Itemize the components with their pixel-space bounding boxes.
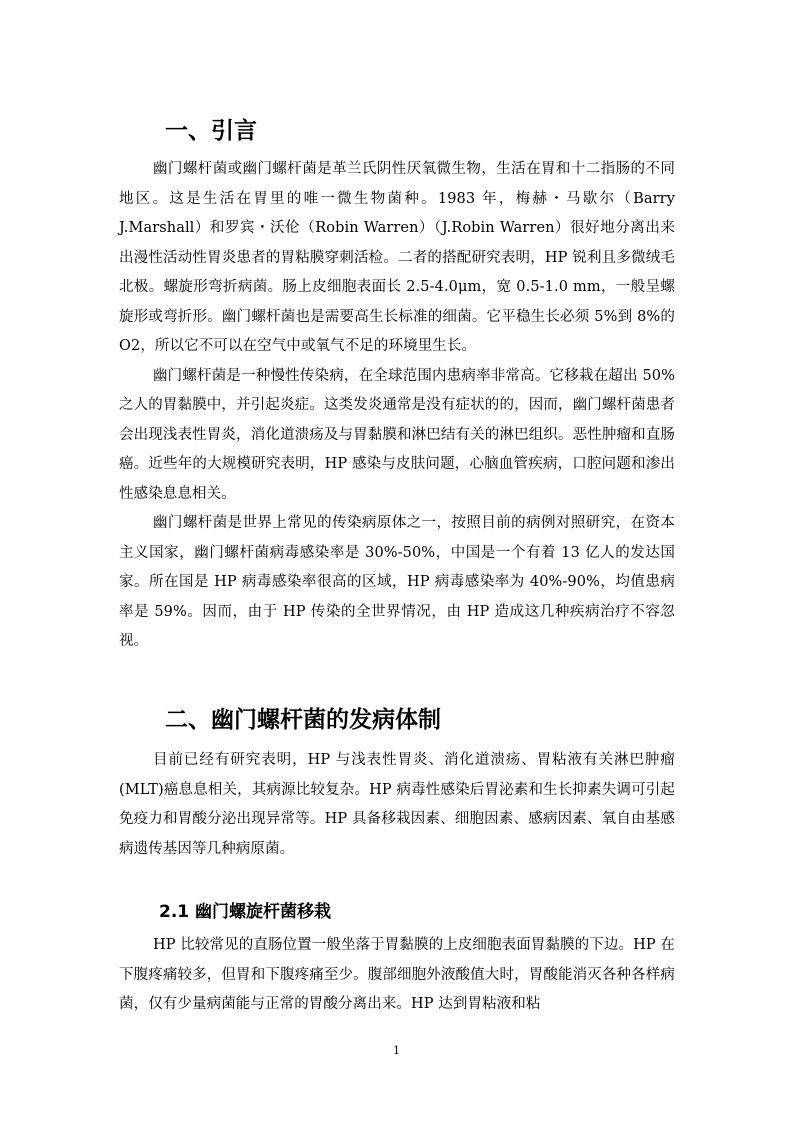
colonization-body bbox=[119, 931, 675, 1020]
section-heading-pathogenesis: 二、幽门螺杆菌的发病体制 bbox=[165, 707, 441, 733]
intro-body bbox=[119, 155, 675, 657]
section-pathogenesis bbox=[119, 705, 675, 735]
paragraph: 幽门螺杆菌是世界上常见的传染病原体之一，按照目前的病例对照研究，在资本主义国家，幽门螺杆菌病毒感染率是 30%-50%，中国是一个有着 13 亿人的发达国家。所在国是 HP 病毒感染率很高的区域，HP 病毒感染率为 40%-90%，均值患病率是 59%。因而，由于 HP 传染的全世界情况，由 HP 造成这几种疾病治疗不容忽视。 bbox=[119, 515, 675, 649]
paragraph: HP 比较常见的直肠位置一般坐落于胃黏膜的上皮细胞表面胃黏膜的下边。HP 在下腹疼痛较多，但胃和下腹疼痛至少。腹部细胞外液酸值大时，胃酸能消灭各种各样病菌，仅有少量病菌能与正常的胃酸分离出来。HP 达到胃粘液和粘 bbox=[119, 937, 675, 1012]
paragraph: 目前已经有研究表明，HP 与浅表性胃炎、消化道溃疡、胃粘液有关淋巴肿瘤(MLT)癌息息相关，其病源比较复杂。HP 病毒性感染后胃泌素和生长抑素失调可引起免疫力和胃酸分泌出现异常等。HP 具备移栽因素、细胞因素、感病因素、氧自由基感病遗传基因等几种病原菌。 bbox=[119, 752, 675, 857]
subsection-heading-colonization: 2.1 幽门螺旋杆菌移栽 bbox=[159, 902, 332, 922]
section-heading-intro: 一、引言 bbox=[165, 118, 257, 144]
subsection-colonization bbox=[119, 900, 675, 924]
paragraph: 幽门螺杆菌是一种慢性传染病，在全球范围内患病率非常高。它移栽在超出 50%之人的胃黏膜中，并引起炎症。这类发炎通常是没有症状的的，因而，幽门螺杆菌患者会出现浅表性胃炎，消化道溃疡及与胃黏膜和淋巴结有关的淋巴组织。恶性肿瘤和直肠癌。近些年的大规模研究表明，HP 感染与皮肤问题，心脑血管疾病，口腔问题和渗出性感染息息相关。 bbox=[119, 367, 675, 502]
section-intro bbox=[119, 116, 675, 146]
paragraph: 幽门螺杆菌或幽门螺杆菌是革兰氏阴性厌氧微生物，生活在胃和十二指肠的不同地区。这是生活在胃里的唯一微生物菌种。1983 年，梅赫・马歇尔（Barry J.Marshall）和罗宾・沃伦（Robin Warren）（J.Robin Warren）很好地分离出来出漫性活动性胃炎患者的胃粘膜穿刺活检。二者的搭配研究表明，HP 锐利且多微绒毛北极。螺旋形弯折病菌。肠上皮细胞表面长 2.5-4.0μm，宽 0.5-1.0 mm，一般呈螺旋形或弯折形。幽门螺杆菌也是需要高生长标准的细菌。它平稳生长必须 5%到 8%的 O2，所以它不可以在空气中或氧气不足的环境里生长。 bbox=[119, 161, 675, 354]
page-number: 1 bbox=[393, 1044, 400, 1057]
pathogenesis-body bbox=[119, 746, 675, 864]
